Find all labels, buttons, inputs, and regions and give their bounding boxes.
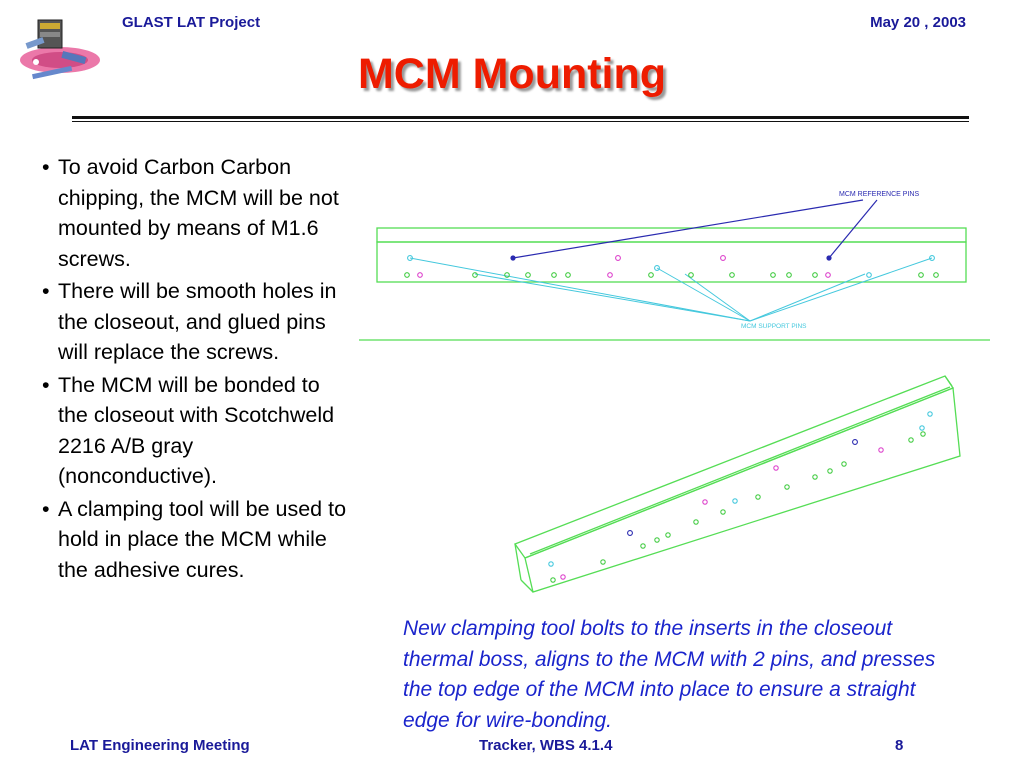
isometric-view — [515, 376, 960, 592]
bullet-list — [42, 152, 354, 587]
reference-pin — [510, 255, 515, 260]
bullet-dot-icon: • — [42, 279, 50, 303]
bullet-item — [42, 152, 354, 274]
footer-page-number: 8 — [895, 737, 904, 754]
bullet-dot-icon: • — [42, 372, 50, 397]
bullet-dot-icon: • — [42, 155, 50, 179]
bullet-item — [42, 276, 354, 368]
reference-pin — [826, 255, 831, 260]
bullet-text: A clamping tool will be used to hold in place the MCM while the adhesive cures. — [58, 496, 347, 582]
bullet-text: The MCM will be bonded to the closeout with Scotchweld 2216 A/B gray (nonconductive). — [58, 372, 335, 488]
title-divider-thin — [72, 121, 969, 122]
title-divider-thick — [72, 116, 969, 119]
header-date: May 20 , 2003 — [870, 14, 966, 31]
drawing-caption: New clamping tool bolts to the inserts in the closeout thermal boss, aligns to the MCM with 2 pins, and presses the top edge of the MCM into place to ensure a straight edge for wire-bonding. — [403, 617, 936, 732]
bullet-dot-icon: • — [42, 496, 50, 521]
closeout-top-edge — [377, 228, 966, 242]
bullet-item — [42, 370, 354, 492]
footer-wbs: Tracker, WBS 4.1.4 — [479, 737, 613, 754]
mcm-cad-drawing — [355, 180, 995, 600]
slide-title: MCM Mounting — [357, 50, 667, 98]
header-project: GLAST LAT Project — [122, 14, 261, 31]
bullet-text: To avoid Carbon Carbon chipping, the MCM will be not mounted by means of M1.6 screws. — [58, 155, 339, 271]
bullet-text: There will be smooth holes in the closeout, and glued pins will replace the screws. — [58, 279, 337, 364]
support-pins-label: MCM SUPPORT PINS — [741, 323, 807, 330]
footer-meeting: LAT Engineering Meeting — [70, 737, 250, 754]
reference-pins-label: MCM REFERENCE PINS — [839, 191, 920, 198]
top-view — [359, 191, 990, 340]
bullet-item — [42, 494, 354, 586]
